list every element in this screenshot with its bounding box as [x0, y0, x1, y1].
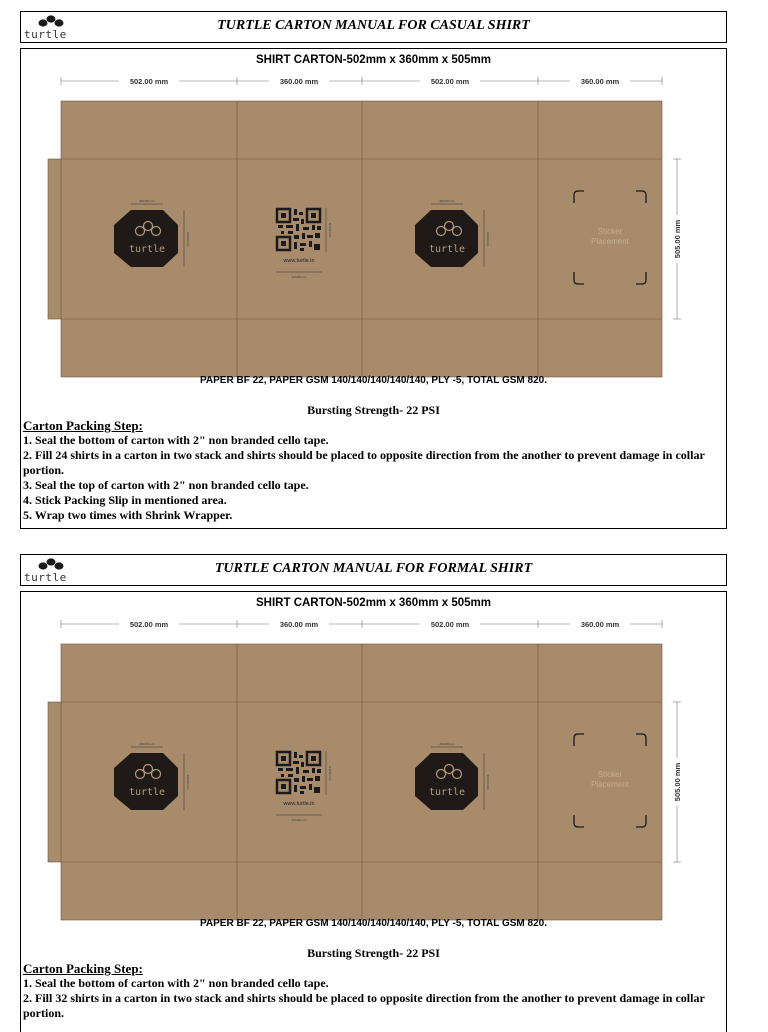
packing-step: 1. Seal the bottom of carton with 2" non branded cello tape.: [23, 976, 329, 990]
badge-wordmark: turtle: [428, 244, 466, 255]
glue-flap: [48, 702, 62, 862]
paper-spec: PAPER BF 22, PAPER GSM 140/140/140/140/140, PLY -5, TOTAL GSM 820.: [199, 375, 547, 386]
packing-steps: [23, 418, 723, 523]
bursting-strength: Bursting Strength- 22 PSI: [307, 946, 440, 960]
packing-steps-title: Carton Packing Step:: [23, 418, 143, 433]
packing-step: 2. Fill 24 shirts in a carton in two stack and shirts should be placed to opposite direction from the another to prevent damage in collar portion.: [23, 448, 705, 477]
badge-wordmark: turtle: [128, 787, 166, 798]
badge-height-label: 160.00 mm: [486, 231, 490, 247]
bursting-strength: Bursting Strength- 22 PSI: [307, 403, 440, 417]
badge-width-label: 260.00 mm: [439, 742, 455, 746]
sticker-label-2: Placement: [591, 780, 629, 789]
dim-panel-1: 502.00 mm: [129, 77, 169, 86]
logo-wordmark: turtle: [24, 571, 67, 584]
carton-title: SHIRT CARTON-502mm x 360mm x 505mm: [256, 597, 491, 609]
paper-spec: PAPER BF 22, PAPER GSM 140/140/140/140/140, PLY -5, TOTAL GSM 820.: [199, 918, 547, 929]
sticker-label-1: Sticker: [597, 770, 623, 779]
carton-dieline: [47, 73, 682, 363]
manual-section-casual: [20, 11, 727, 531]
section-header: [20, 11, 727, 43]
dim-height: 505.00 mm: [673, 219, 682, 259]
packing-steps: [23, 961, 723, 1021]
badge-wordmark: turtle: [128, 244, 166, 255]
manual-title: TURTLE CARTON MANUAL FOR FORMAL SHIRT: [214, 561, 533, 576]
badge-wordmark: turtle: [428, 787, 466, 798]
dim-panel-1: 502.00 mm: [129, 620, 169, 629]
packing-step: 1. Seal the bottom of carton with 2" non branded cello tape.: [23, 433, 329, 447]
dim-panel-2: 360.00 mm: [279, 620, 319, 629]
packing-step: 3. Seal the top of carton with 2" non branded cello tape.: [23, 478, 309, 492]
glue-flap: [48, 159, 62, 319]
badge-height-label: 160.00 mm: [486, 774, 490, 790]
manual-section-formal: [20, 554, 727, 1024]
manual-title: TURTLE CARTON MANUAL FOR CASUAL SHIRT: [217, 18, 530, 33]
qr-width-label: 120.00 mm: [291, 275, 307, 279]
sticker-label-1: Sticker: [597, 227, 623, 236]
dim-panel-4: 360.00 mm: [580, 77, 620, 86]
badge-height-label: 160.00 mm: [186, 231, 190, 247]
qr-url: www.turtle.in: [283, 801, 315, 807]
qr-height-label: 115.00 mm: [328, 765, 332, 781]
badge-width-label: 260.00 mm: [439, 199, 455, 203]
sticker-label-2: Placement: [591, 237, 629, 246]
qr-height-label: 115.00 mm: [328, 222, 332, 238]
packing-step: 4. Stick Packing Slip in mentioned area.: [23, 493, 227, 507]
qr-url: www.turtle.in: [283, 258, 315, 264]
badge-height-label: 160.00 mm: [186, 774, 190, 790]
dim-panel-4: 360.00 mm: [580, 620, 620, 629]
packing-step: 5. Wrap two times with Shrink Wrapper.: [23, 508, 233, 522]
packing-steps-title: Carton Packing Step:: [23, 961, 143, 976]
carton-dieline: [47, 616, 682, 906]
dim-panel-3: 502.00 mm: [430, 620, 470, 629]
dim-panel-2: 360.00 mm: [279, 77, 319, 86]
dim-height: 505.00 mm: [673, 762, 682, 802]
carton-title: SHIRT CARTON-502mm x 360mm x 505mm: [256, 54, 491, 66]
section-body: [20, 591, 727, 1032]
section-header: [20, 554, 727, 586]
qr-width-label: 120.00 mm: [291, 818, 307, 822]
section-body: [20, 48, 727, 529]
badge-width-label: 260.00 mm: [139, 199, 155, 203]
dim-panel-3: 502.00 mm: [430, 77, 470, 86]
packing-step: 2. Fill 32 shirts in a carton in two stack and shirts should be placed to opposite direction from the another to prevent damage in collar portion.: [23, 991, 705, 1020]
badge-width-label: 260.00 mm: [139, 742, 155, 746]
logo-wordmark: turtle: [24, 28, 67, 41]
